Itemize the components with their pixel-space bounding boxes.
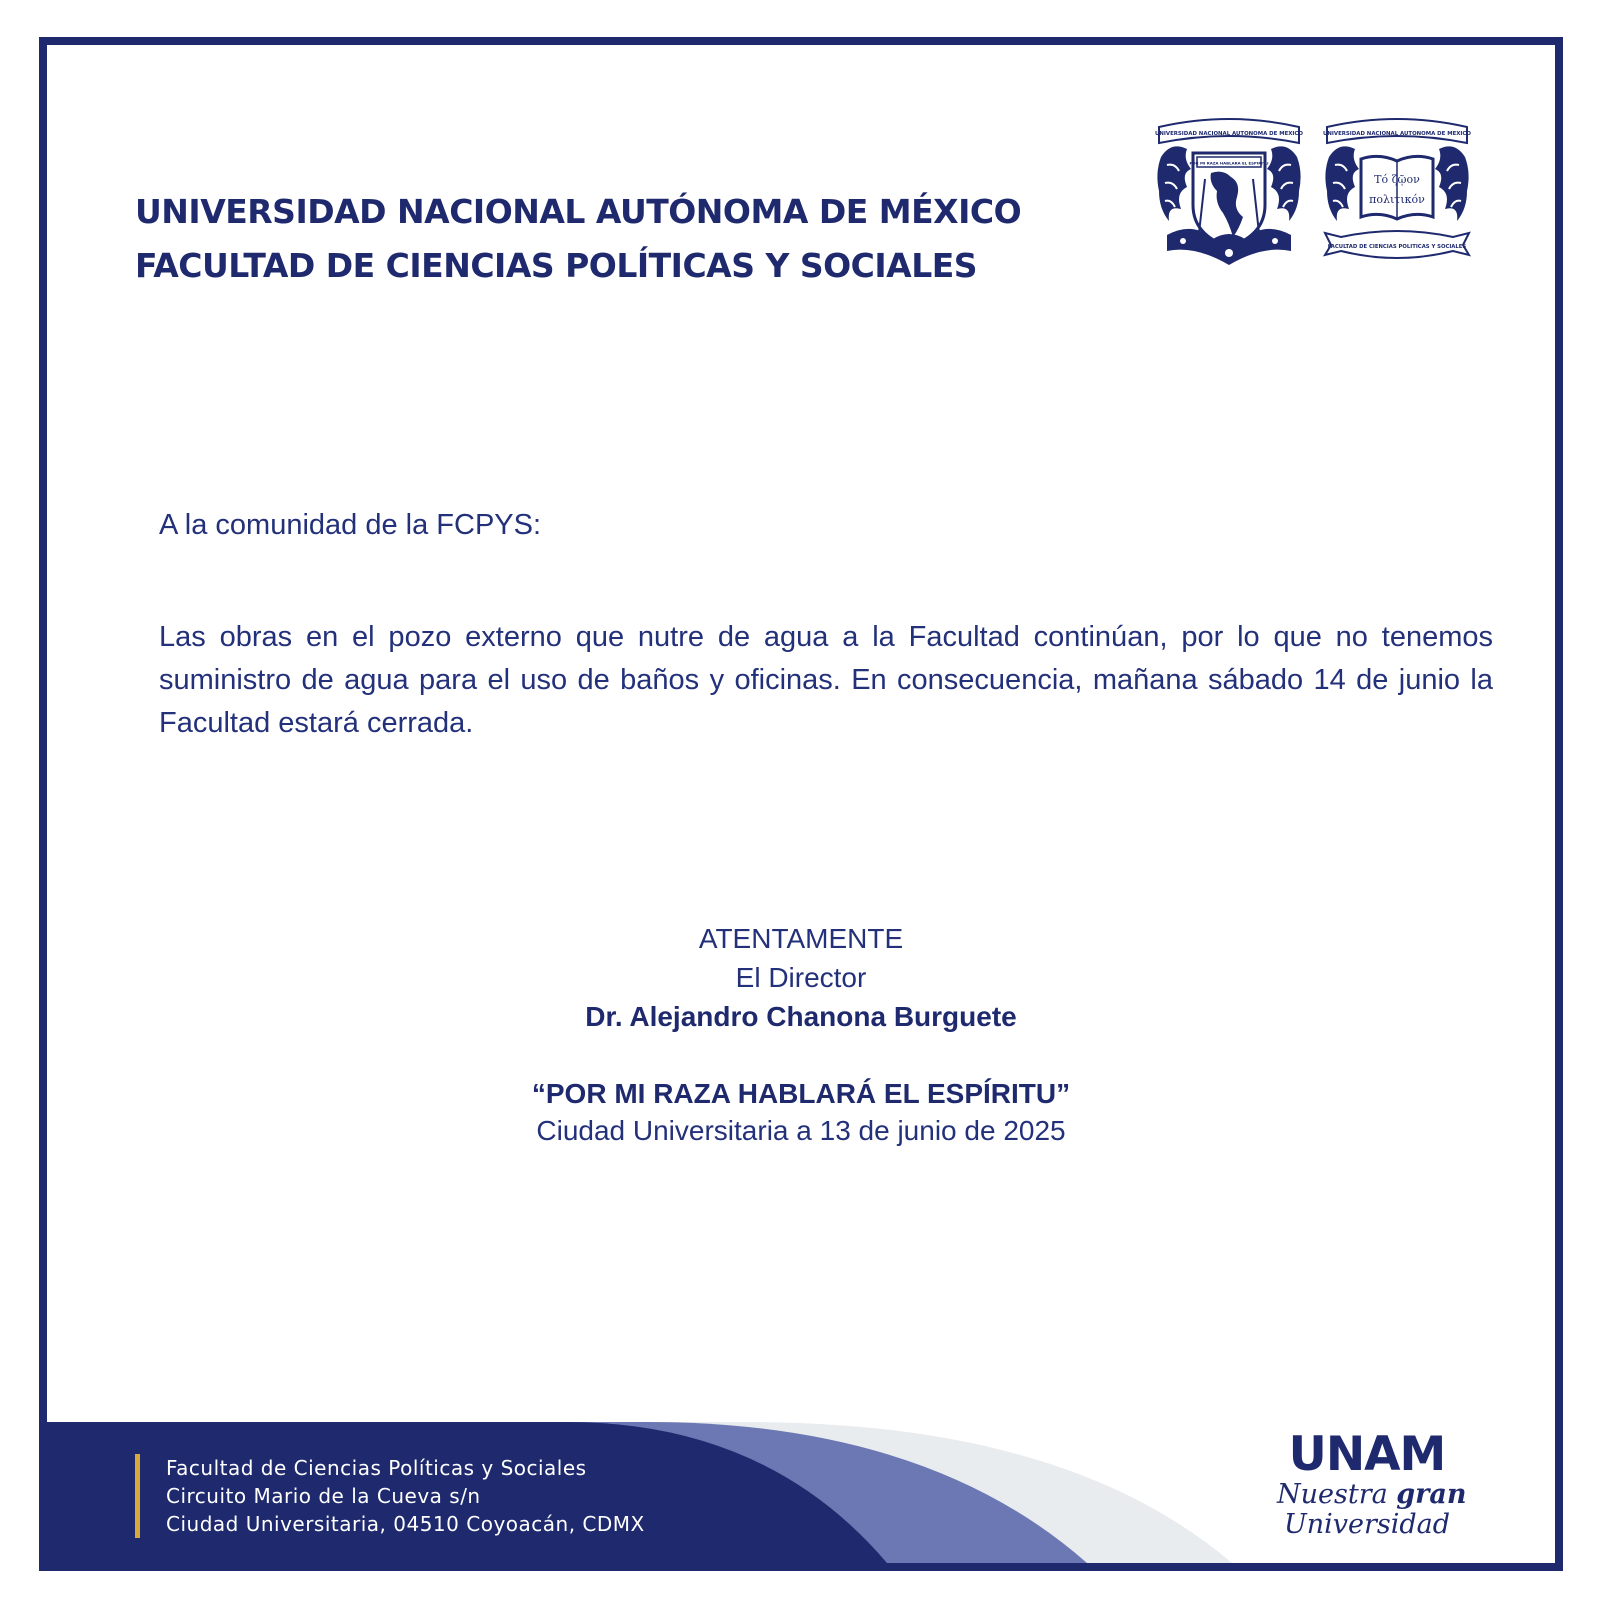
institution-heading (135, 185, 1021, 293)
faculty-name: FACULTAD DE CIENCIAS POLÍTICAS Y SOCIALES (135, 246, 978, 285)
document-frame (39, 37, 1563, 1571)
signature-closing: ATENTAMENTE (698, 923, 904, 954)
tagline-word-universidad: Universidad (1283, 1509, 1451, 1540)
signature-name: Dr. Alejandro Chanona Burguete (585, 1001, 1017, 1032)
fcpys-seal-ring-text: UNIVERSIDAD NACIONAL AUTONOMA DE MEXICO (1323, 131, 1471, 137)
footer-band (47, 1422, 1555, 1563)
footer-address-line-1: Facultad de Ciencias Políticas y Sociales (166, 1456, 587, 1480)
unam-wordmark: UNAM (1288, 1427, 1446, 1482)
letter-salutation: A la comunidad de la FCPYS: (159, 509, 542, 541)
unam-seal-logo (1153, 113, 1305, 271)
letter-body: Las obras en el pozo externo que nutre de agua a la Facultad continúan, por lo que no tenemos suministro de agua para el uso de baños y oficinas. En consecuencia, mañana sábado 14 de junio la Facultad estará cerrada. (159, 621, 1493, 739)
tagline-word-gran: gran (1396, 1479, 1467, 1510)
footer-address-line-2: Circuito Mario de la Cueva s/n (166, 1484, 481, 1508)
university-name: UNIVERSIDAD NACIONAL AUTÓNOMA DE MÉXICO (135, 192, 1022, 231)
brand-tagline-top (1277, 1479, 1467, 1510)
unam-seal-ring-text: UNIVERSIDAD NACIONAL AUTONOMA DE MEXICO (1155, 131, 1303, 137)
fcpys-greek-word-2: πολιτικόν (1369, 193, 1425, 206)
place-and-date: Ciudad Universitaria a 13 de junio de 2025 (536, 1115, 1066, 1146)
fcpys-greek-word-1: Τό ζῷον (1374, 173, 1420, 186)
footer-address (135, 1454, 645, 1538)
tagline-word-nuestra: Nuestra (1277, 1479, 1388, 1510)
signature-role: El Director (735, 962, 867, 993)
fcpys-seal-logo (1321, 113, 1473, 271)
unam-seal-banner-text: POR MI RAZA HABLARA EL ESPIRITU (1189, 160, 1269, 166)
motto: “POR MI RAZA HABLARÁ EL ESPÍRITU” (531, 1078, 1071, 1109)
footer-address-line-3: Ciudad Universitaria, 04510 Coyoacán, CDMX (166, 1512, 645, 1536)
fcpys-ribbon-text: FACULTAD DE CIENCIAS POLITICAS Y SOCIALES (1327, 244, 1467, 250)
unam-brand-logo (1277, 1427, 1467, 1540)
